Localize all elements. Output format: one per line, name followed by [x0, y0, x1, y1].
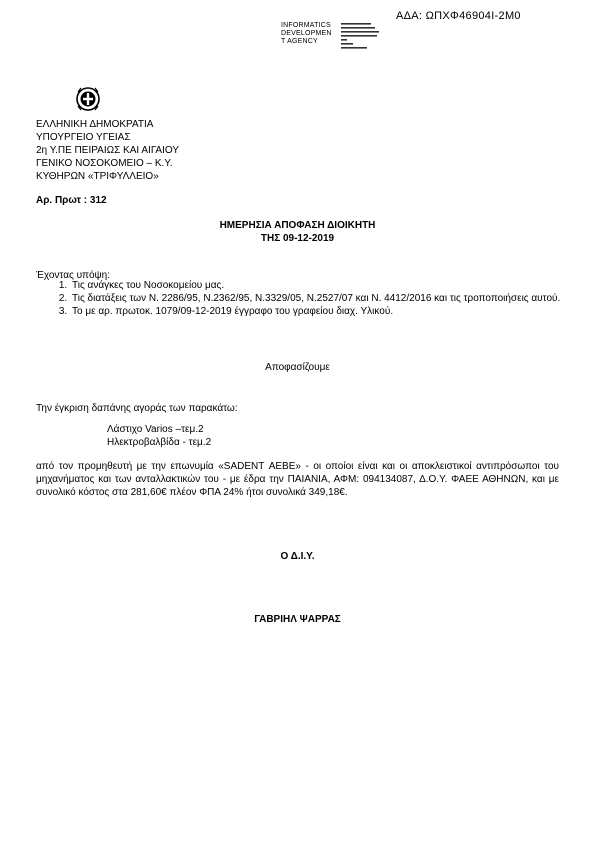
consideration-item: 3. Το με αρ. πρωτοκ. 1079/09-12-2019 έγγραφο του γραφείου διαχ. Υλικού.: [70, 305, 570, 318]
considerations-intro: Έχοντας υπόψη:: [36, 270, 110, 281]
approval-text: Την έγκριση δαπάνης αγοράς των παρακάτω:: [36, 403, 238, 414]
issuer-line: ΕΛΛΗΝΙΚΗ ΔΗΜΟΚΡΑΤΙΑ: [36, 119, 154, 130]
issuer-line: ΚΥΘΗΡΩΝ «ΤΡΙΦΥΛΛΕΙΟ»: [36, 171, 159, 182]
signatory-role: Ο Δ.Ι.Υ.: [280, 551, 315, 562]
stamp-line-1: INFORMATICS: [281, 22, 331, 29]
issuer-line: ΥΠΟΥΡΓΕΙΟ ΥΓΕΙΑΣ: [36, 132, 131, 143]
document-date: ΤΗΣ 09-12-2019: [260, 233, 335, 244]
protocol-number: Αρ. Πρωτ : 312: [36, 195, 107, 206]
consideration-item: 2. Τις διατάξεις των Ν. 2286/95, Ν.2362/95, Ν.3329/05, Ν.2527/07 και Ν. 4412/2016 και τις τροποποιήσεις αυτού.: [70, 292, 570, 305]
decision-heading: Αποφασίζουμε: [265, 362, 330, 373]
stamp-fine-print: [341, 22, 393, 52]
issuer-line: 2η Υ.ΠΕ ΠΕΙΡΑΙΩΣ ΚΑΙ ΑΙΓΑΙΟΥ: [36, 145, 179, 156]
ada-code: ΑΔΑ: ΩΠΧΦ46904Ι-2Μ0: [396, 10, 521, 22]
purchase-item: Ηλεκτροβαλβίδα - τεμ.2: [107, 437, 212, 448]
supplier-paragraph: από τον προμηθευτή με την επωνυμία «SADENT ΑΕΒΕ» - οι οποίοι είναι και οι αποκλειστικοί αντιπρόσωποι του μηχανήματος και των ανταλλακτικών του - με έδρα την ΠΑΙΑΝΙΑ, ΑΦΜ: 094134087, Δ.Ο.Υ. ΦΑΕΕ ΑΘΗΝΩΝ, και με συνολικό κόστος στα 281,60€ πλέον ΦΠΑ 24% ήτοι συνολικά 349,18€.: [36, 461, 559, 498]
signatory-name: ΓΑΒΡΙΗΛ ΨΑΡΡΑΣ: [254, 614, 341, 625]
issuer-block: [36, 118, 179, 183]
issuer-line: ΓΕΝΙΚΟ ΝΟΣΟΚΟΜΕΙΟ – Κ.Υ.: [36, 158, 173, 169]
purchase-item: Λάστιχο Varios –τεμ.2: [107, 424, 204, 435]
greek-emblem-icon: [76, 86, 100, 112]
diavgeia-stamp: [281, 22, 401, 52]
document-title: ΗΜΕΡΗΣΙΑ ΑΠΟΦΑΣΗ ΔΙΟΙΚΗΤΗ: [219, 220, 376, 231]
stamp-line-2: DEVELOPMEN: [281, 30, 332, 37]
considerations-list: [36, 279, 570, 318]
consideration-item: 1. Τις ανάγκες του Νοσοκομείου μας.: [70, 279, 570, 292]
stamp-line-3: T AGENCY: [281, 38, 318, 45]
